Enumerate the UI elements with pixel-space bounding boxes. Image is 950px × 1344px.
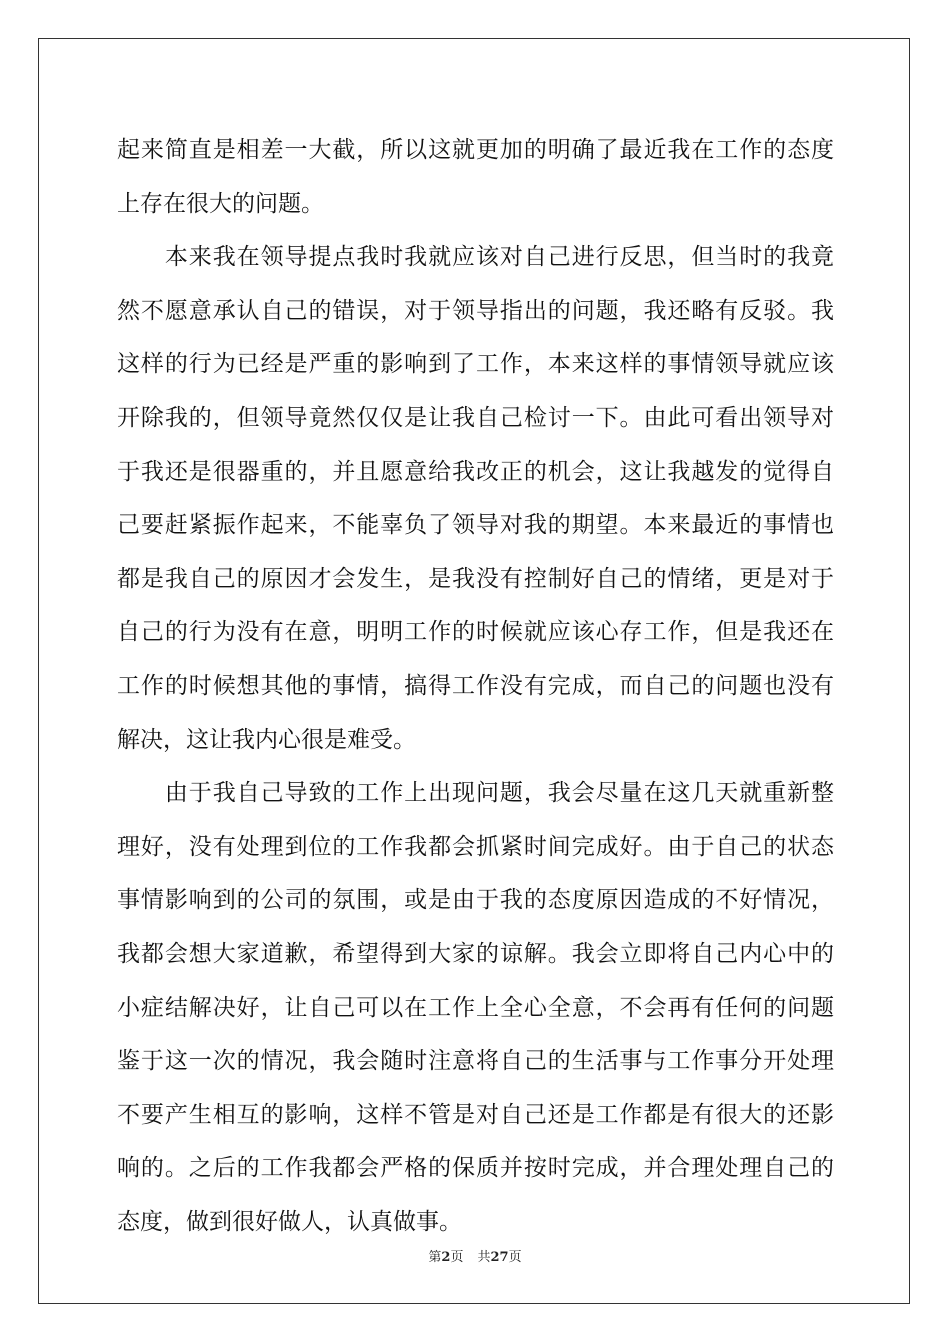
text-line: 我都会想大家道歉，希望得到大家的谅解。我会立即将自己内心中的	[117, 940, 834, 967]
page-footer	[0, 1246, 950, 1265]
text-line: 然不愿意承认自己的错误，对于领导指出的问题，我还略有反驳。我	[117, 297, 834, 324]
document-body	[117, 124, 834, 1249]
text-line: 本来我在领导提点我时我就应该对自己进行反思，但当时的我竟	[117, 244, 834, 271]
text-line: 开除我的，但领导竟然仅仅是让我自己检讨一下。由此可看出领导对	[117, 404, 834, 431]
text-line: 都是我自己的原因才会发生，是我没有控制好自己的情绪，更是对于	[117, 565, 834, 592]
text-line: 这样的行为已经是严重的影响到了工作，本来这样的事情领导就应该	[117, 351, 834, 378]
text-line: 事情影响到的公司的氛围，或是由于我的态度原因造成的不好情况，	[117, 887, 834, 914]
total-pages: 27	[490, 1250, 509, 1265]
text-line: 己要赶紧振作起来，不能辜负了领导对我的期望。本来最近的事情也	[117, 512, 834, 539]
text-line: 响的。之后的工作我都会严格的保质并按时完成，并合理处理自己的	[117, 1155, 834, 1182]
text-line: 自己的行为没有在意，明明工作的时候就应该心存工作，但是我还在	[117, 619, 834, 646]
page-number: 2	[441, 1250, 451, 1265]
page-prefix: 第	[428, 1250, 442, 1265]
text-line: 于我还是很器重的，并且愿意给我改正的机会，这让我越发的觉得自	[117, 458, 834, 485]
text-line: 理好，没有处理到位的工作我都会抓紧时间完成好。由于自己的状态	[117, 833, 834, 860]
text-line: 小症结解决好，让自己可以在工作上全心全意，不会再有任何的问题	[117, 994, 834, 1021]
total-suffix: 页	[508, 1250, 522, 1265]
text-line: 由于我自己导致的工作上出现问题，我会尽量在这几天就重新整	[117, 780, 834, 807]
text-line: 起来简直是相差一大截，所以这就更加的明确了最近我在工作的态度	[117, 137, 834, 163]
text-line: 态度，做到很好做人，认真做事。	[117, 1208, 462, 1235]
page-suffix: 页	[450, 1250, 464, 1265]
text-line: 解决，这让我内心很是难受。	[117, 726, 416, 753]
text-line: 不要产生相互的影响，这样不管是对自己还是工作都是有很大的还影	[117, 1101, 834, 1128]
text-line: 上存在很大的问题。	[117, 190, 324, 217]
text-line: 鉴于这一次的情况，我会随时注意将自己的生活事与工作事分开处理	[117, 1048, 834, 1075]
total-prefix: 共	[477, 1250, 491, 1265]
text-line: 工作的时候想其他的事情，搞得工作没有完成，而自己的问题也没有	[117, 672, 834, 699]
